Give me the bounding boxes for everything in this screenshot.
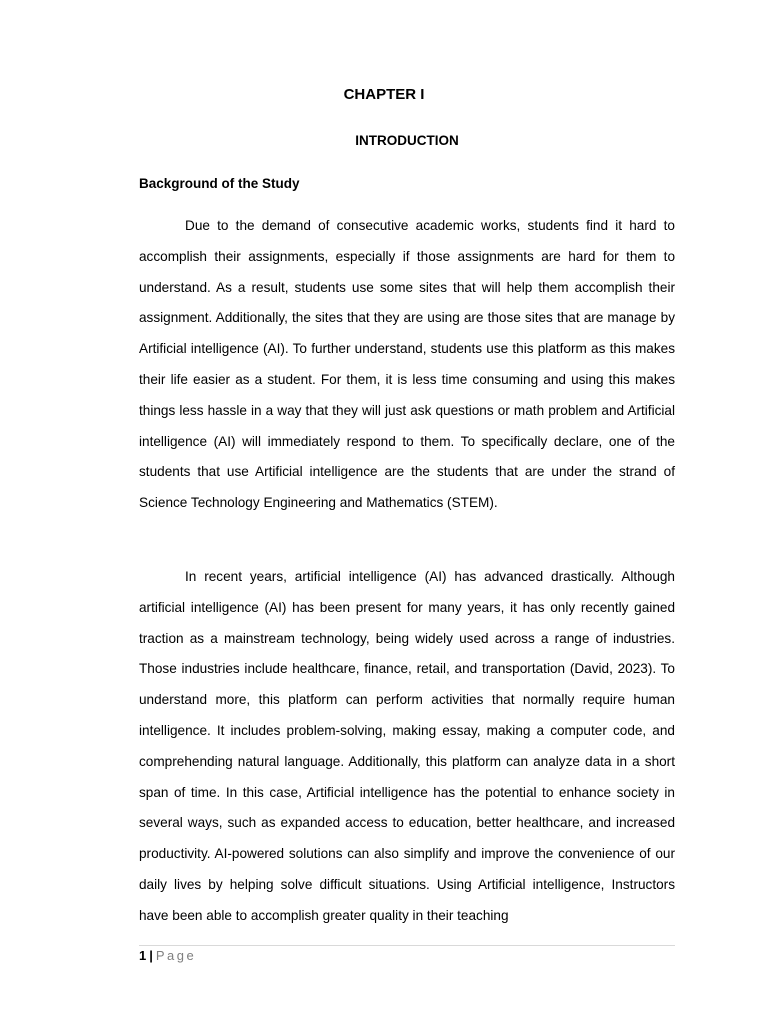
footer-divider: [139, 945, 675, 946]
subheading: Background of the Study: [139, 176, 300, 191]
footer-separator: |: [149, 948, 153, 963]
page-footer: [139, 948, 196, 963]
paragraph: Due to the demand of consecutive academic works, students find it hard to accomplish their assignments, especially if those assignments are hard for them to understand. As a result, students use some sites that will help them accomplish their assignment. Additionally, the sites that they are using are those sites that are manage by Artificial intelligence (AI). To further understand, students use this platform as this makes their life easier as a student. For them, it is less time consuming and using this makes things less hassle in a way that they will just ask questions or math problem and Artificial intelligence (AI) will immediately respond to them. To specifically declare, one of the students that use Artificial intelligence are the students that are under the strand of Science Technology Engineering and Mathematics (STEM).: [139, 218, 675, 511]
chapter-title: CHAPTER I: [343, 86, 425, 103]
section-title: INTRODUCTION: [355, 133, 459, 148]
page-label: Page: [155, 948, 197, 963]
page-number: 1: [139, 948, 147, 963]
paragraph: In recent years, artificial intelligence (AI) has advanced drastically. Although artificial intelligence (AI) has been present for many years, it has only recently gained traction as a mainstream technology, being widely used across a range of industries. Those industries include healthcare, finance, retail, and transportation (David, 2023). To understand more, this platform can perform activities that normally require human intelligence. It includes problem-solving, making essay, making a computer code, and comprehending natural language. Additionally, this platform can analyze data in a short span of time. In this case, Artificial intelligence has the potential to enhance society in several ways, such as expanded access to education, better healthcare, and increased productivity. AI-powered solutions can also simplify and improve the convenience of our daily lives by helping solve difficult situations. Using Artificial intelligence, Instructors have been able to accomplish greater quality in their teaching: [139, 569, 675, 923]
